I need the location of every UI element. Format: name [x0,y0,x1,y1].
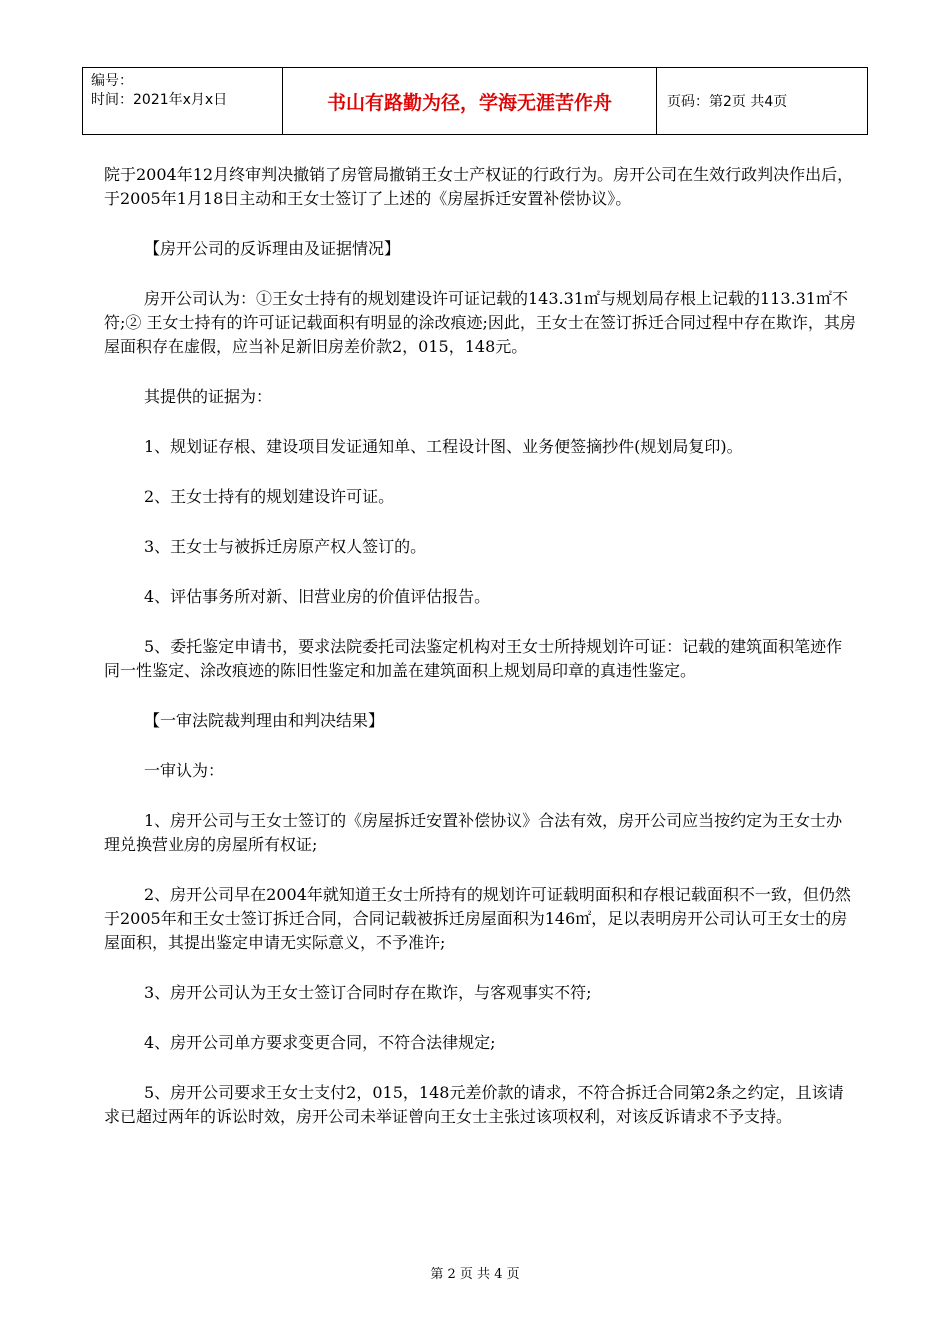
list-item: 1、规划证存根、建设项目发证通知单、工程设计图、业务便签摘抄件(规划局复印)。 [144,437,743,456]
page-footer [0,1263,950,1282]
list-item: 2、房开公司早在2004年就知道王女士所持有的规划许可证载明面积和存根记载面积不一致，但仍然于2005年和王女士签订拆迁合同，合同记载被拆迁房屋面积为146㎡，足以表明房开公司认可王女士的房屋面积，其提出鉴定申请无实际意义，不予准许; [104,885,851,952]
list-item: 4、评估事务所对新、旧营业房的价值评估报告。 [144,587,491,606]
header-table [82,67,868,135]
paragraph: 一审认为： [144,761,225,780]
paragraph: 其提供的证据为： [144,387,273,406]
footer-page-number: 第 2 页 共 4 页 [430,1267,520,1282]
list-item: 3、房开公司认为王女士签订合同时存在欺诈，与客观事实不符; [144,983,592,1002]
document-number-label: 编号： [91,73,133,89]
header-motto: 书山有路勤为径，学海无涯苦作舟 [326,91,612,114]
document-time-label: 时间：2021年x月x日 [91,92,228,108]
header-page-info: 页码：第2页 共4页 [667,94,788,110]
header-page-cell [657,68,867,134]
section-heading: 【房开公司的反诉理由及证据情况】 [144,239,401,258]
list-item: 5、委托鉴定申请书，要求法院委托司法鉴定机构对王女士所持规划许可证：记载的建筑面积笔迹作同一性鉴定、涂改痕迹的陈旧性鉴定和加盖在建筑面积上规划局印章的真违性鉴定。 [104,637,843,680]
paragraph: 房开公司认为：①王女士持有的规划建设许可证记载的143.31㎡与规划局存根上记载的113.31㎡不符;② 王女士持有的许可证记载面积有明显的涂改痕迹;因此，王女士在签订拆迁合同过程中存在欺诈，其房屋面积存在虚假，应当补足新旧房差价款2，015，148元。 [104,289,856,356]
list-item: 4、房开公司单方要求变更合同，不符合法律规定; [144,1033,496,1052]
list-item: 3、王女士与被拆迁房原产权人签订的。 [144,537,427,556]
paragraph: 院于2004年12月终审判决撤销了房管局撤销王女士产权证的行政行为。房开公司在生效行政判决作出后，于2005年1月18日主动和王女士签订了上述的《房屋拆迁安置补偿协议》。 [104,165,854,208]
document-body [104,163,856,1155]
header-meta-cell [83,68,283,134]
header-motto-cell [283,68,657,134]
list-item: 2、王女士持有的规划建设许可证。 [144,487,395,506]
list-item: 5、房开公司要求王女士支付2，015，148元差价款的请求，不符合拆迁合同第2条之约定，且该请求已超过两年的诉讼时效，房开公司未举证曾向王女士主张过该项权利，对该反诉请求不予支持。 [104,1083,844,1126]
section-heading: 【一审法院裁判理由和判决结果】 [144,711,385,730]
list-item: 1、房开公司与王女士签订的《房屋拆迁安置补偿协议》合法有效，房开公司应当按约定为王女士办理兑换营业房的房屋所有权证; [104,811,843,854]
